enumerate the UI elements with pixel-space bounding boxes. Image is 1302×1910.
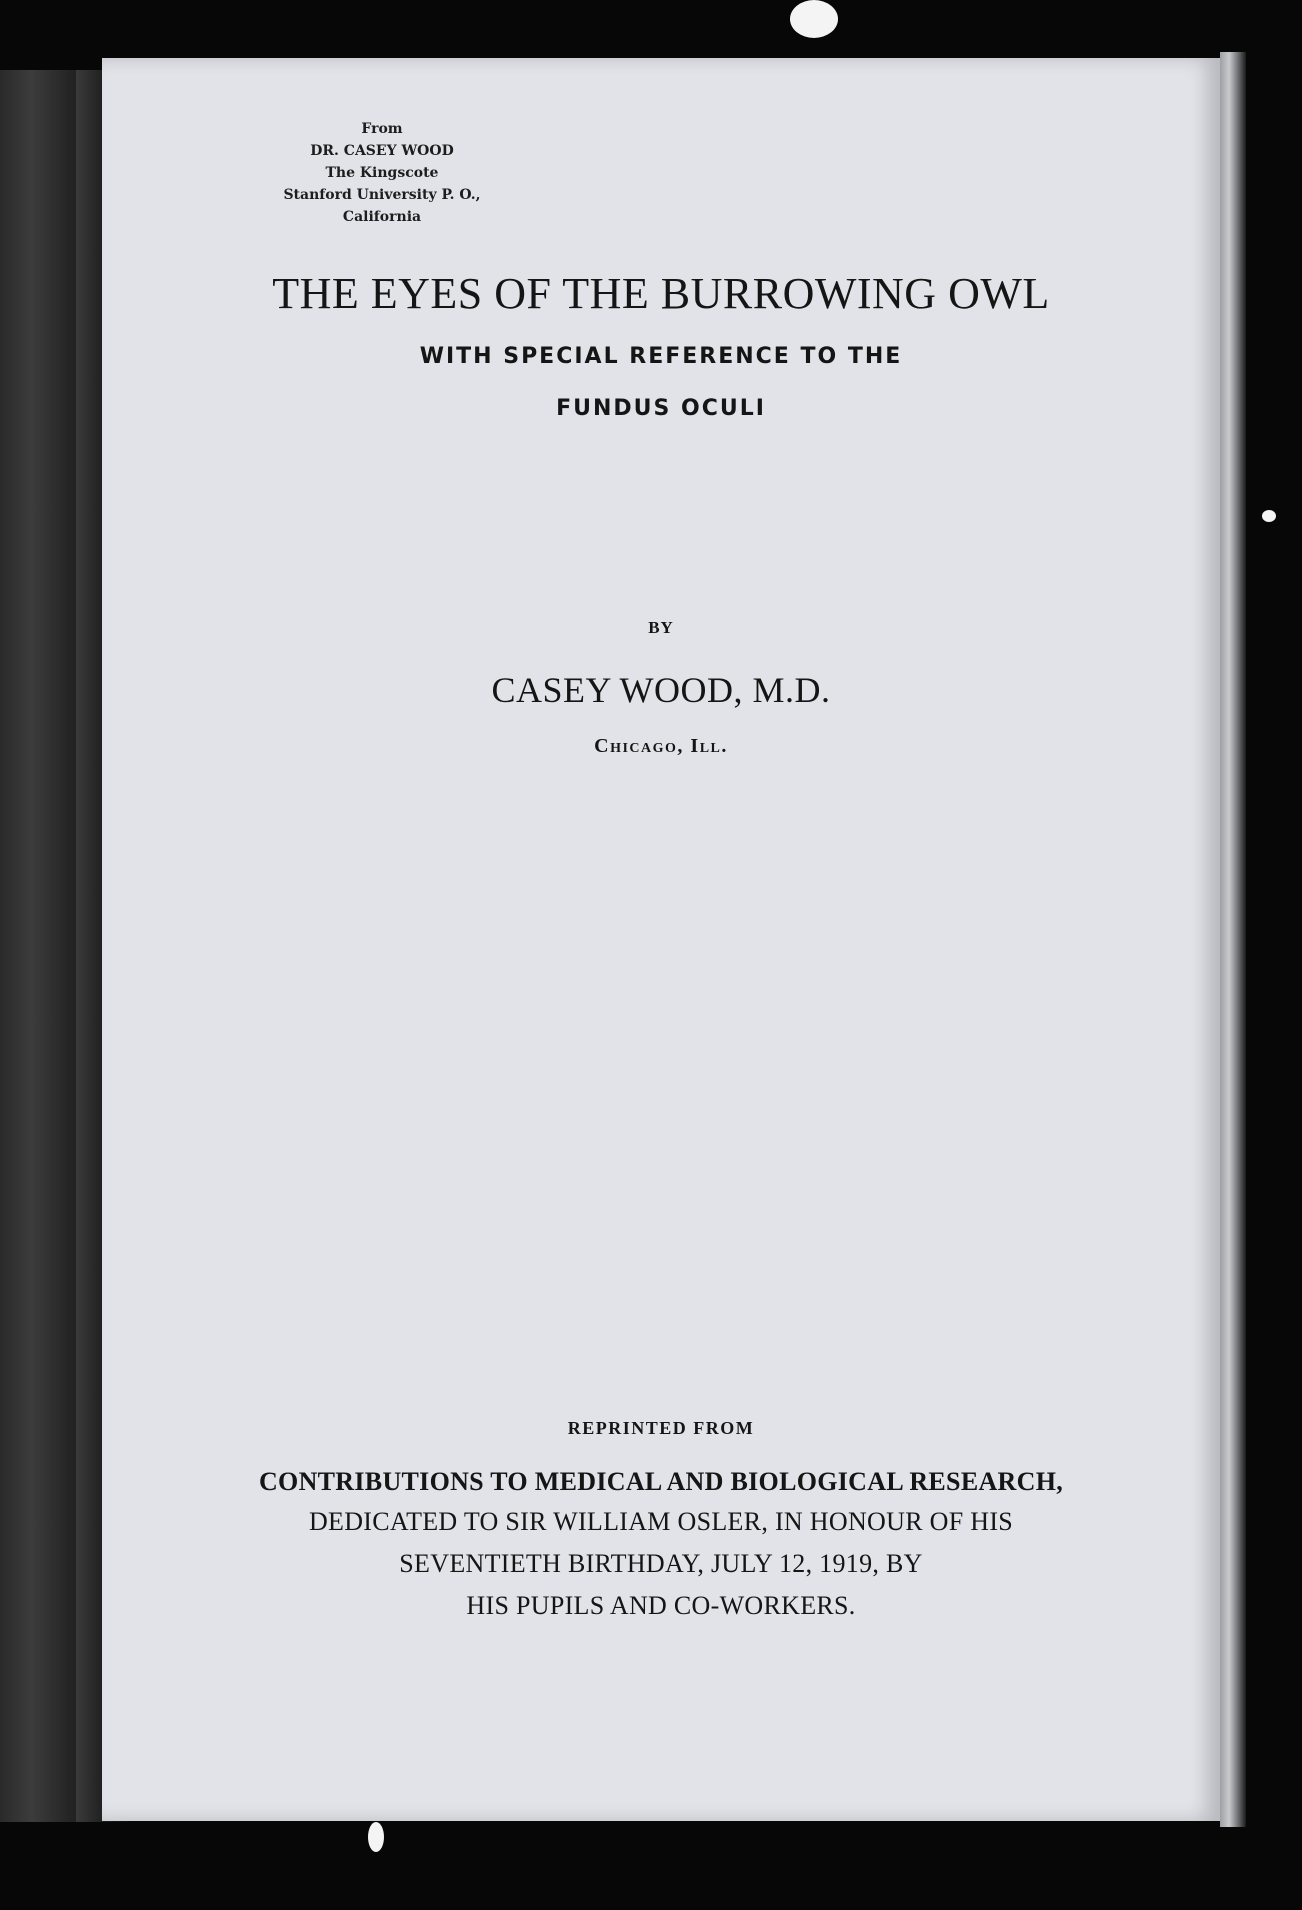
stamp-line-postoffice: Stanford University P. O.,	[283, 187, 481, 203]
page-edge	[1220, 52, 1246, 1827]
by-label: BY	[648, 618, 674, 637]
scan-artifact-bottom	[368, 1822, 384, 1852]
source-line-3: SEVENTIETH BIRTHDAY, JULY 12, 1919, BY	[399, 1549, 923, 1578]
subtitle-line-1: WITH SPECIAL REFERENCE TO THE	[419, 344, 903, 369]
author-name: CASEY WOOD, M.D.	[491, 670, 831, 710]
source-line-1: CONTRIBUTIONS TO MEDICAL AND BIOLOGICAL RESEARCH,	[258, 1467, 1064, 1496]
stamp-line-from: From	[361, 121, 403, 137]
document-title: THE EYES OF THE BURROWING OWL	[272, 269, 1050, 318]
scan-artifact-top	[790, 0, 838, 38]
stamp-line-name: DR. CASEY WOOD	[310, 143, 454, 159]
source-line-4: HIS PUPILS AND CO-WORKERS.	[466, 1591, 856, 1620]
author-location: Chicago, Ill.	[594, 735, 728, 757]
stamp-line-house: The Kingscote	[325, 165, 439, 181]
owner-stamp	[252, 118, 512, 228]
reprinted-label: REPRINTED FROM	[567, 1418, 755, 1438]
stamp-line-state: California	[342, 209, 422, 225]
scan-artifact-right	[1262, 510, 1276, 522]
subtitle-line-2: FUNDUS OCULI	[556, 396, 766, 421]
title-page	[102, 58, 1220, 1821]
source-line-2: DEDICATED TO SIR WILLIAM OSLER, IN HONOUR OF HIS	[308, 1507, 1014, 1536]
